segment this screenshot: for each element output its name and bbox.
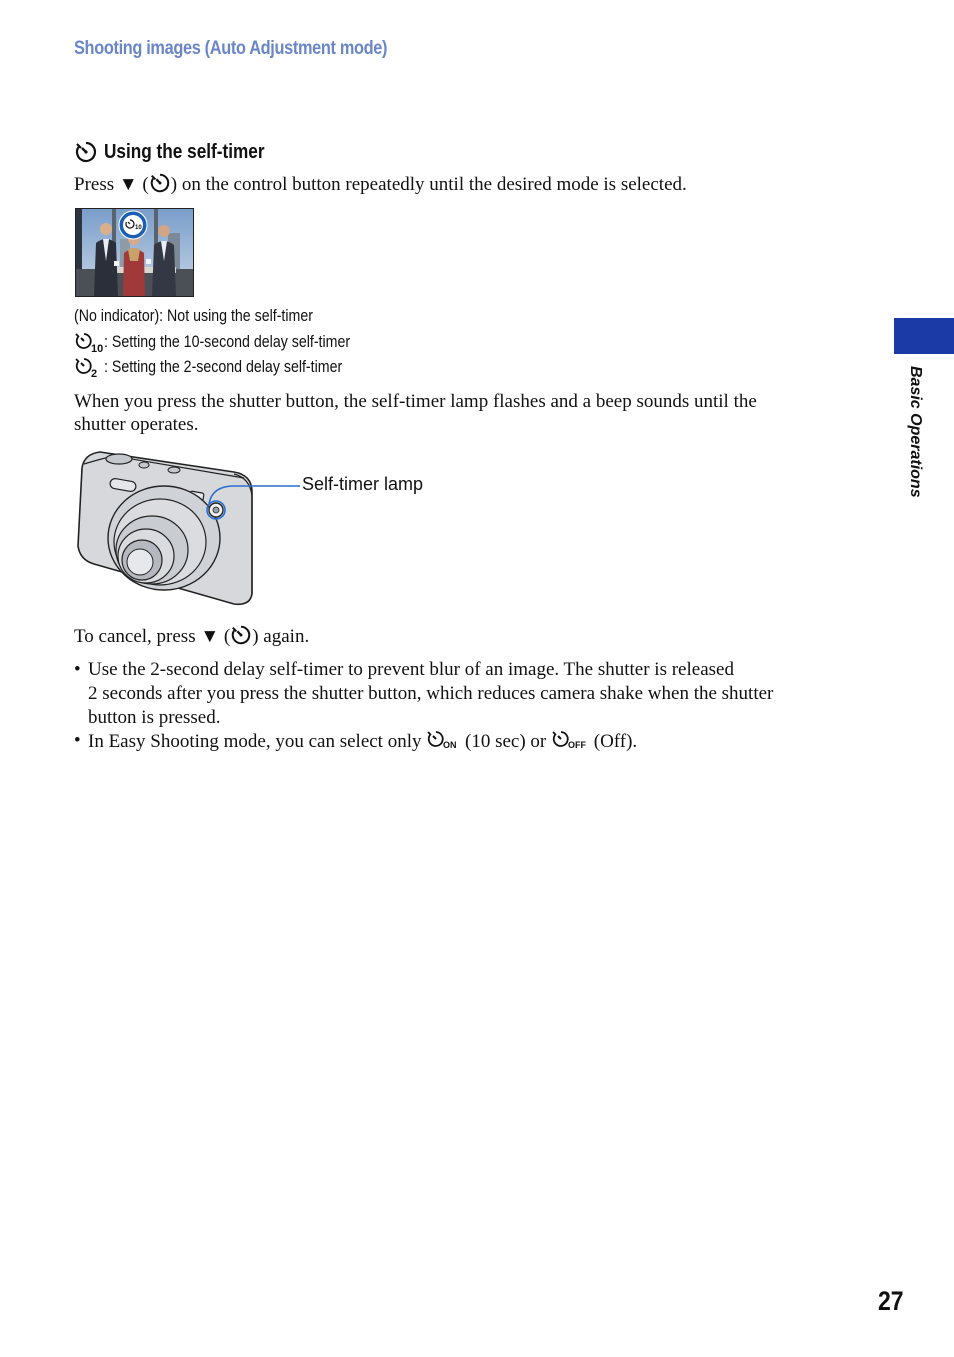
camera-illustration bbox=[74, 448, 314, 615]
timer-on-subscript: ON bbox=[443, 740, 457, 750]
mode-item-10sec bbox=[74, 331, 390, 353]
note-text bbox=[88, 729, 637, 754]
side-tab-label: Basic Operations bbox=[907, 366, 924, 498]
note-after: (Off). bbox=[589, 731, 638, 752]
page-number: 27 bbox=[878, 1286, 904, 1316]
lcd-screen-photo bbox=[75, 208, 194, 297]
self-timer-on-icon bbox=[426, 729, 460, 751]
explanation-line-1: When you press the shutter button, the self-timer lamp flashes and a beep sounds until the bbox=[74, 391, 757, 412]
note-line: Use the 2-second delay self-timer to prevent blur of an image. The shutter is released bbox=[88, 659, 734, 680]
note-item-2sec bbox=[74, 658, 874, 730]
bullet-marker: • bbox=[74, 730, 81, 751]
lcd-indicator-subscript: 10 bbox=[135, 225, 142, 231]
note-line: 2 seconds after you press the shutter button, which reduces camera shake when the shutter bbox=[88, 683, 774, 704]
section-heading bbox=[74, 140, 290, 164]
mode-item-none bbox=[74, 307, 352, 326]
note-text bbox=[88, 658, 773, 730]
mode-label: : Setting the 2-second delay self-timer bbox=[104, 358, 343, 376]
note-middle: (10 sec) or bbox=[460, 731, 551, 752]
section-heading-text: Using the self-timer bbox=[103, 140, 265, 163]
cancel-before: To cancel, press ▼ ( bbox=[74, 626, 231, 647]
mode-item-2sec bbox=[74, 356, 381, 378]
camera-drawing bbox=[74, 448, 314, 610]
side-tab-marker bbox=[894, 318, 954, 354]
office-photo-illustration bbox=[76, 209, 193, 296]
note-item-easy-shooting bbox=[74, 729, 874, 753]
self-timer-off-icon bbox=[551, 729, 589, 751]
note-line: button is pressed. bbox=[88, 707, 221, 728]
intro-before: Press ▼ ( bbox=[74, 174, 149, 195]
timer-off-subscript: OFF bbox=[568, 740, 586, 750]
page-header-title: Shooting images (Auto Adjustment mode) bbox=[74, 38, 388, 59]
self-timer-icon bbox=[149, 172, 171, 194]
cancel-after: ) again. bbox=[252, 626, 310, 647]
self-timer-10-icon bbox=[74, 331, 104, 353]
mode-subscript: 10 bbox=[91, 343, 104, 353]
self-timer-lamp-label: Self-timer lamp bbox=[302, 474, 424, 494]
cancel-paragraph bbox=[74, 624, 309, 649]
mode-subscript: 2 bbox=[91, 368, 98, 378]
intro-paragraph bbox=[74, 172, 687, 197]
self-timer-icon bbox=[74, 140, 98, 164]
explanation-line-2: shutter operates. bbox=[74, 414, 199, 435]
bullet-marker: • bbox=[74, 659, 81, 680]
note-before: In Easy Shooting mode, you can select only bbox=[88, 731, 427, 752]
self-timer-icon bbox=[230, 624, 252, 646]
intro-after: ) on the control button repeatedly until the desired mode is selected. bbox=[170, 174, 687, 195]
mode-label: (No indicator): Not using the self-timer bbox=[74, 307, 313, 325]
mode-label: : Setting the 10-second delay self-timer bbox=[104, 333, 351, 351]
self-timer-2-icon bbox=[74, 356, 104, 378]
